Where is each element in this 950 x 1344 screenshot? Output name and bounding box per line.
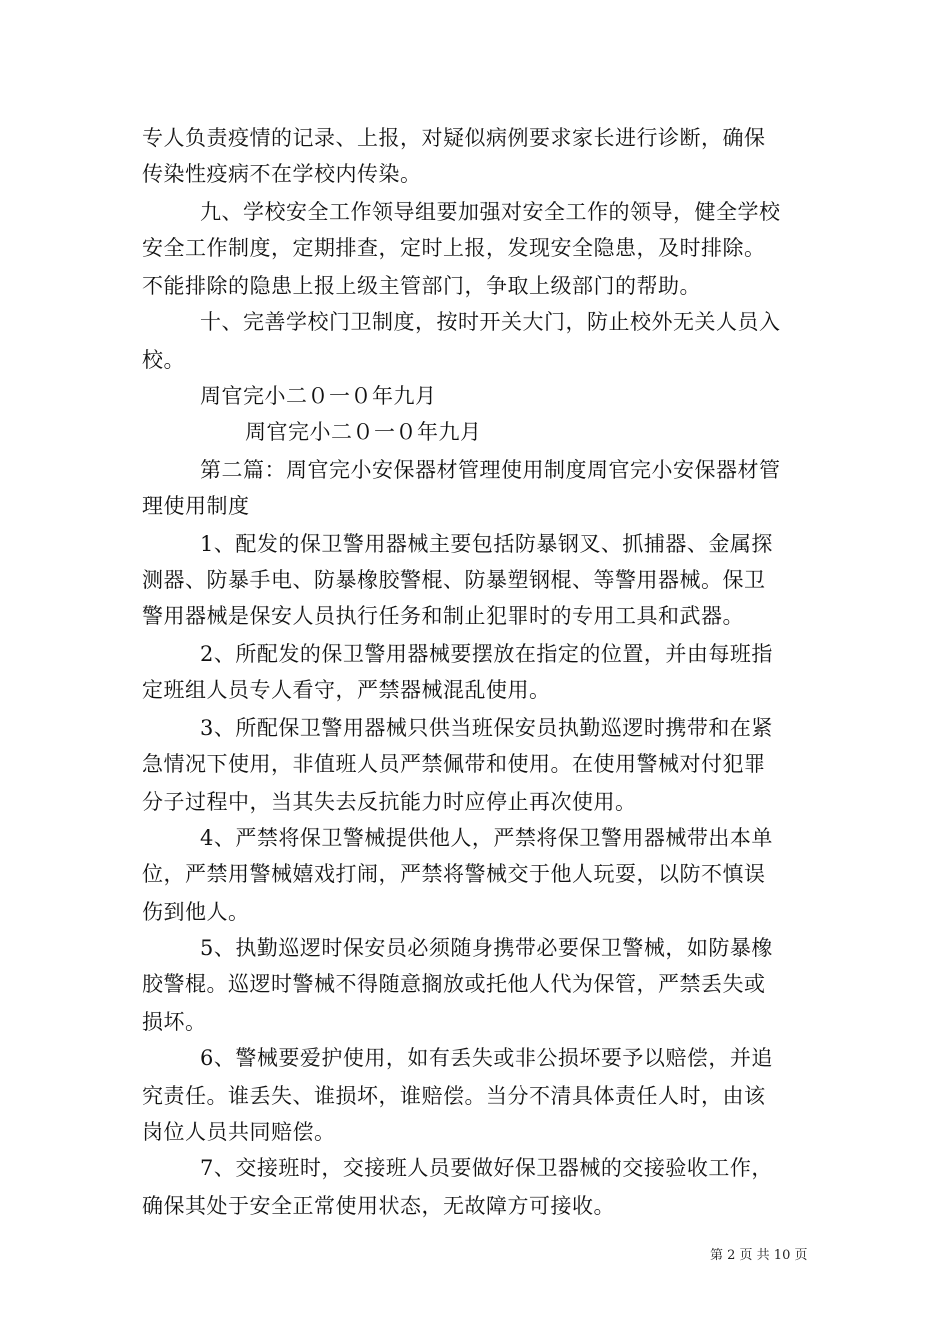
body-text-line: 7、交接班时，交接班人员要做好保卫器械的交接验收工作，	[200, 1156, 773, 1180]
section-heading-line: 第二篇：周官完小安保器材管理使用制度周官完小安保器材管	[200, 458, 781, 482]
body-text-line: 不能排除的隐患上报上级主管部门，争取上级部门的帮助。	[142, 274, 701, 298]
body-text-line: 伤到他人。	[142, 900, 250, 924]
body-text-line: 岗位人员共同赔偿。	[142, 1120, 336, 1144]
body-text-line: 校。	[142, 348, 185, 372]
body-text-line: 专人负责疫情的记录、上报，对疑似病例要求家长进行诊断，确保	[142, 126, 766, 150]
body-text-line: 6、警械要爱护使用，如有丢失或非公损坏要予以赔偿，并追	[200, 1046, 773, 1070]
body-text-line: 位，严禁用警械嬉戏打闹，严禁将警械交于他人玩耍，以防不慎误	[142, 862, 766, 886]
body-text-line: 确保其处于安全正常使用状态，无故障方可接收。	[142, 1194, 615, 1218]
body-text-line: 5、执勤巡逻时保安员必须随身携带必要保卫警械，如防暴橡	[200, 936, 773, 960]
page-number-footer: 第 2 页 共 10 页	[710, 1248, 808, 1263]
signature-line: 周官完小二０一０年九月	[245, 420, 482, 444]
body-text-line: 4、严禁将保卫警械提供他人，严禁将保卫警用器械带出本单	[200, 826, 773, 850]
body-text-line: 3、所配保卫警用器械只供当班保安员执勤巡逻时携带和在紧	[200, 716, 773, 740]
body-text-line: 损坏。	[142, 1010, 207, 1034]
body-text-line: 胶警棍。巡逻时警械不得随意搁放或托他人代为保管，严禁丢失或	[142, 972, 766, 996]
body-text-line: 九、学校安全工作领导组要加强对安全工作的领导，健全学校	[200, 200, 781, 224]
body-text-line: 2、所配发的保卫警用器械要摆放在指定的位置，并由每班指	[200, 642, 773, 666]
section-heading-line: 理使用制度	[142, 494, 250, 518]
signature-line: 周官完小二０一０年九月	[200, 384, 437, 408]
body-text-line: 究责任。谁丢失、谁损坏，谁赔偿。当分不清具体责任人时，由该	[142, 1084, 766, 1108]
body-text-line: 1、配发的保卫警用器械主要包括防暴钢叉、抓捕器、金属探	[200, 532, 773, 556]
body-text-line: 测器、防暴手电、防暴橡胶警棍、防暴塑钢棍、等警用器械。保卫	[142, 568, 766, 592]
body-text-line: 安全工作制度，定期排查，定时上报，发现安全隐患，及时排除。	[142, 236, 766, 260]
body-text-line: 十、完善学校门卫制度，按时开关大门，防止校外无关人员入	[200, 310, 781, 334]
body-text-line: 警用器械是保安人员执行任务和制止犯罪时的专用工具和武器。	[142, 604, 744, 628]
body-text-line: 分子过程中，当其失去反抗能力时应停止再次使用。	[142, 790, 637, 814]
body-text-line: 定班组人员专人看守，严禁器械混乱使用。	[142, 678, 551, 702]
body-text-line: 传染性疫病不在学校内传染。	[142, 162, 422, 186]
body-text-line: 急情况下使用，非值班人员严禁佩带和使用。在使用警械对付犯罪	[142, 752, 766, 776]
